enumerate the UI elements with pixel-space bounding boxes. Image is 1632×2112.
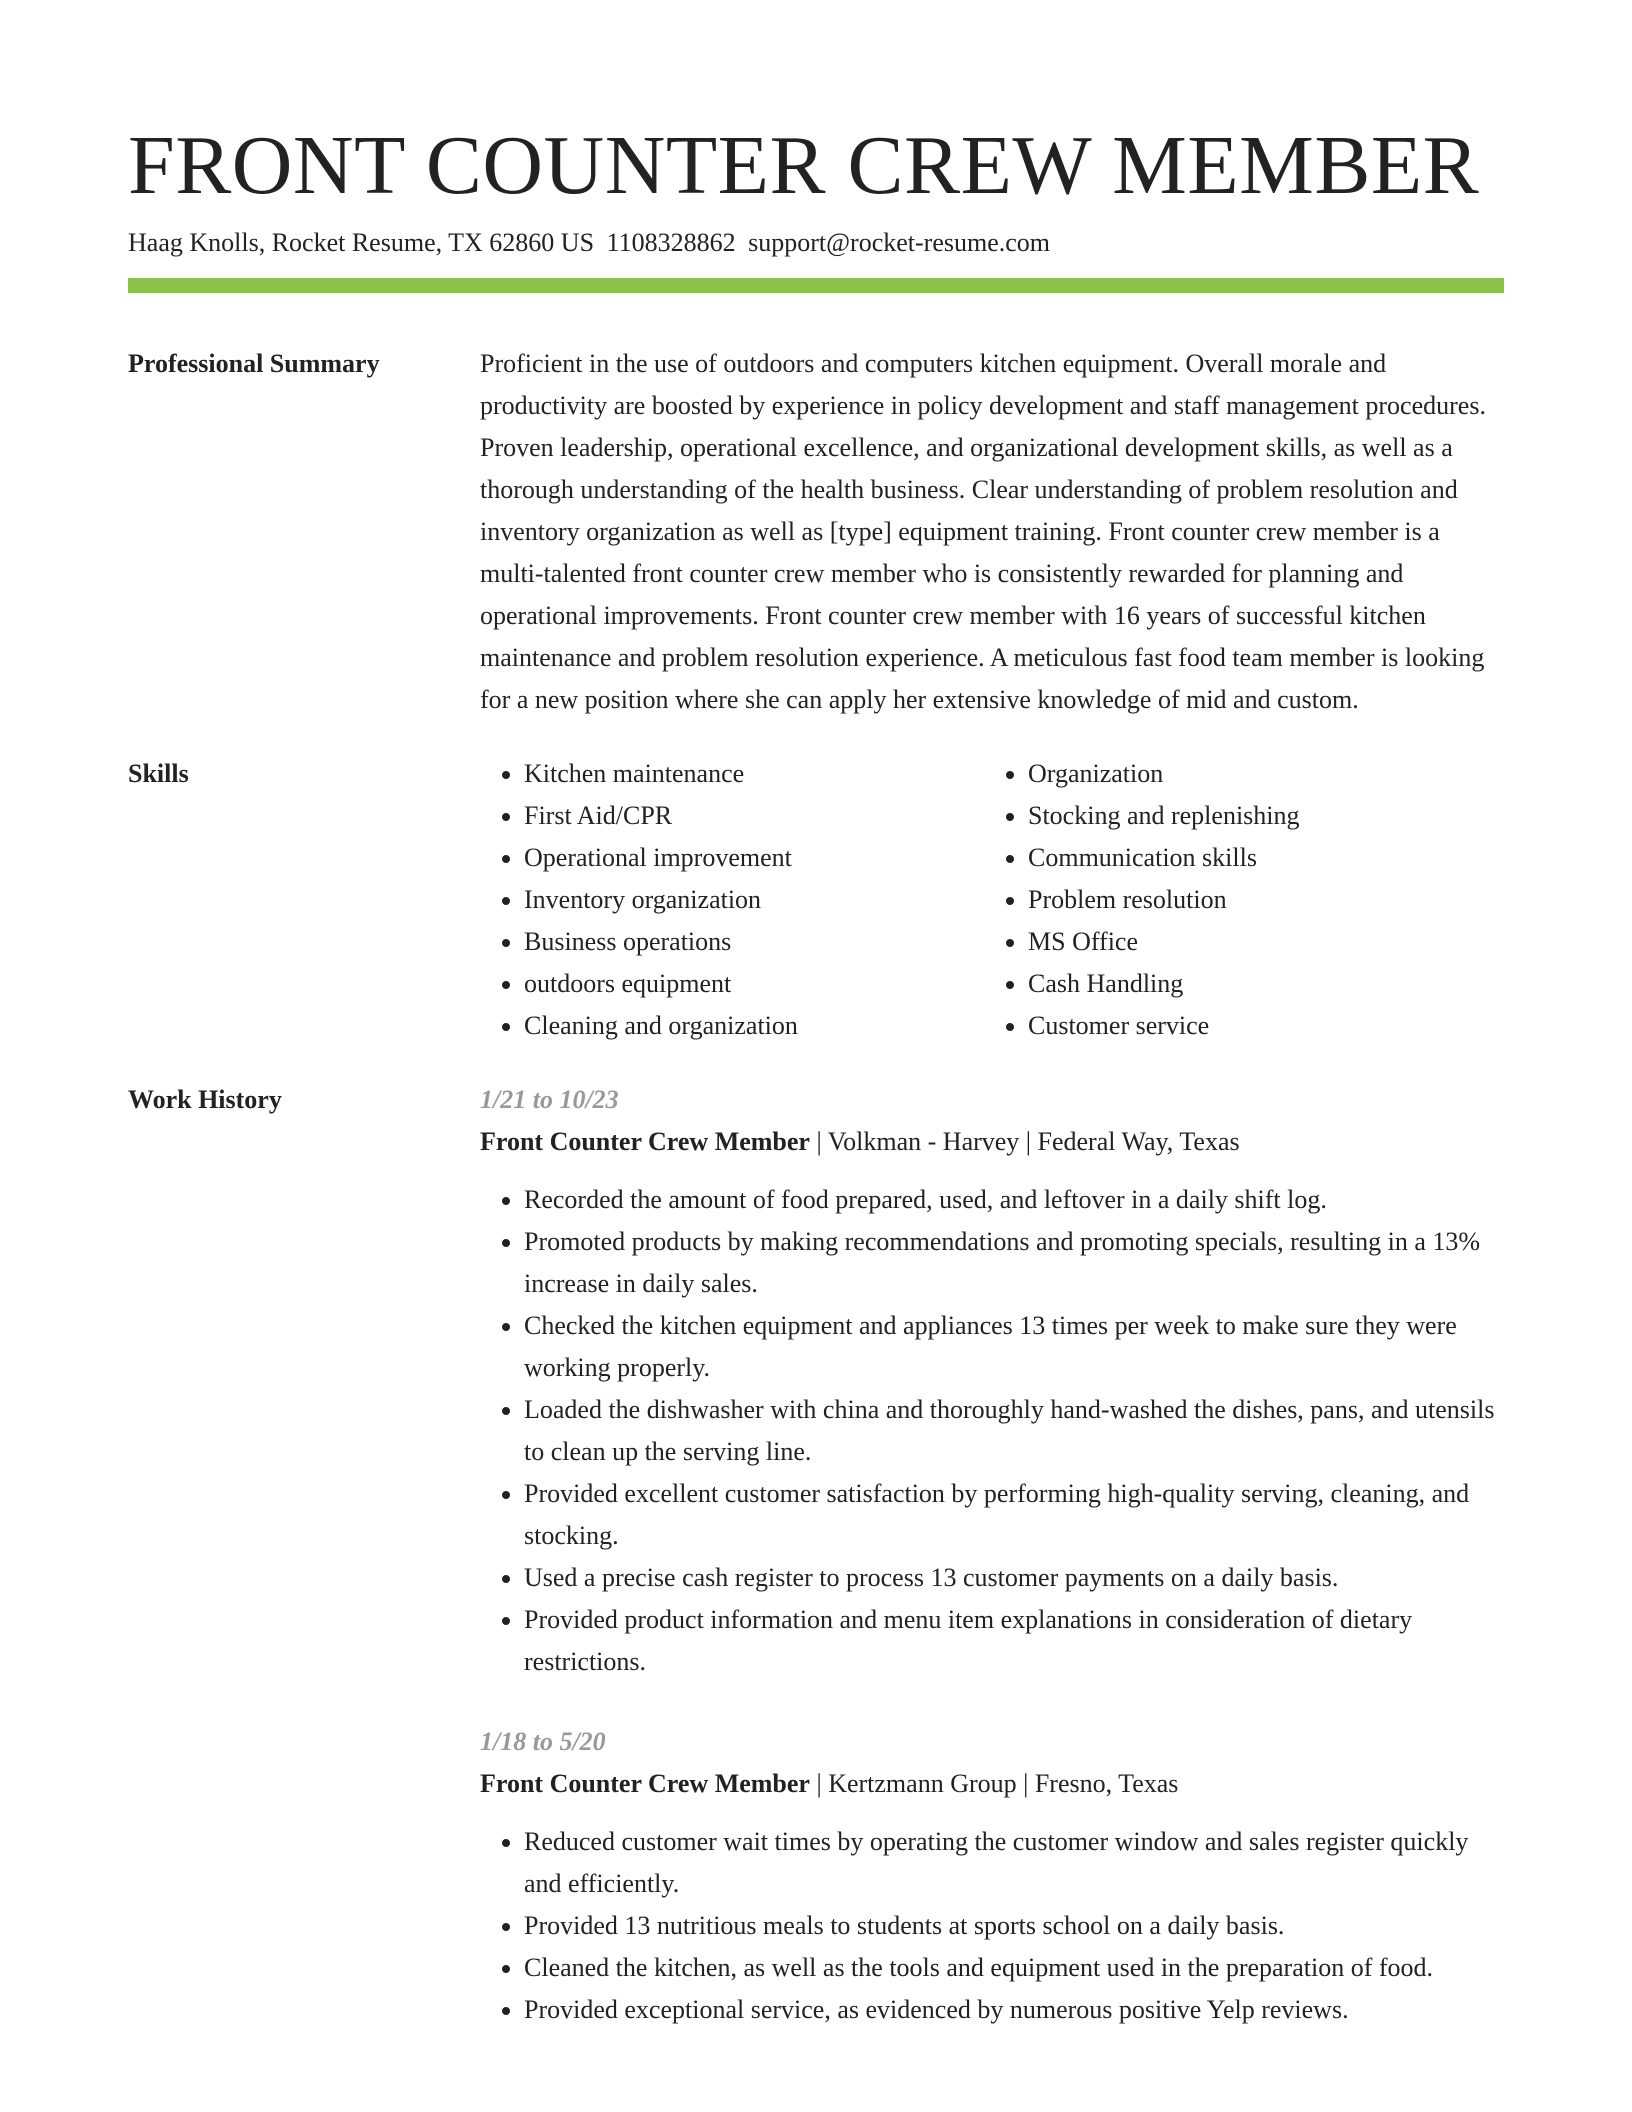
job-employer-location: | Volkman - Harvey | Federal Way, Texas (809, 1127, 1240, 1157)
job-entry (480, 1079, 1504, 1683)
job-bullet: • Recorded the amount of food prepared, used, and leftover in a daily shift log. (524, 1179, 1504, 1221)
skill-item: • Problem resolution (1028, 879, 1428, 921)
skill-item: • MS Office (1028, 921, 1428, 963)
summary-section (128, 343, 1504, 721)
job-dates: 1/21 to 10/23 (480, 1085, 619, 1115)
job-bullet: • Checked the kitchen equipment and appliances 13 times per week to make sure they were working properly. (524, 1305, 1504, 1389)
contact-email: support@rocket-resume.com (748, 228, 1051, 257)
skills-section (128, 753, 1504, 1047)
skill-item: • Inventory organization (524, 879, 984, 921)
work-history-section (128, 1079, 1504, 2069)
job-title: Front Counter Crew Member (480, 1769, 810, 1799)
work-history-heading: Work History (128, 1085, 282, 1115)
job-bullet-list (480, 1179, 1504, 1683)
skill-item: • Operational improvement (524, 837, 984, 879)
skill-item: • First Aid/CPR (524, 795, 984, 837)
contact-phone: 1108328862 (606, 228, 736, 257)
summary-text: Proficient in the use of outdoors and computers kitchen equipment. Overall morale and productivity are boosted by experience in policy development and staff management procedures. Proven leadership, operational excellence, and organizational development skills, as well as a thorough understanding of the health business. Clear understanding of problem resolution and inventory organization as well as [type] equipment training. Front counter crew member is a multi-talented front counter crew member who is consistently rewarded for planning and operational improvements. Front counter crew member with 16 years of successful kitchen maintenance and problem resolution experience. A meticulous fast food team member is looking for a new position where she can apply her extensive knowledge of mid and custom. (480, 349, 1486, 715)
job-title: Front Counter Crew Member (480, 1127, 810, 1157)
job-bullet: • Reduced customer wait times by operating the customer window and sales register quickly and efficiently. (524, 1821, 1504, 1905)
job-bullet: • Cleaned the kitchen, as well as the tools and equipment used in the preparation of food. (524, 1947, 1504, 1989)
job-bullet: • Promoted products by making recommendations and promoting specials, resulting in a 13% increase in daily sales. (524, 1221, 1504, 1305)
skill-item: • Organization (1028, 753, 1428, 795)
skill-item: • Cash Handling (1028, 963, 1428, 1005)
skill-item: • Stocking and replenishing (1028, 795, 1428, 837)
skill-item: • Business operations (524, 921, 984, 963)
skill-item: • outdoors equipment (524, 963, 984, 1005)
summary-heading: Professional Summary (128, 349, 380, 379)
skills-list-right (984, 753, 1428, 1047)
job-dates: 1/18 to 5/20 (480, 1727, 606, 1757)
resume-page (128, 0, 1504, 2069)
contact-address: Haag Knolls, Rocket Resume, TX 62860 US (128, 228, 595, 257)
job-bullet-list (480, 1821, 1504, 2031)
job-bullet: • Provided product information and menu item explanations in consideration of dietary restrictions. (524, 1599, 1504, 1683)
job-bullet: • Provided exceptional service, as evidenced by numerous positive Yelp reviews. (524, 1989, 1504, 2031)
job-bullet: • Provided excellent customer satisfaction by performing high-quality serving, cleaning, and stocking. (524, 1473, 1504, 1557)
job-title-line (480, 1121, 1504, 1163)
skills-list-left (480, 753, 984, 1047)
skills-heading: Skills (128, 759, 189, 789)
job-bullet: • Provided 13 nutritious meals to students at sports school on a daily basis. (524, 1905, 1504, 1947)
skills-body (480, 753, 1504, 1047)
skills-grid (480, 753, 1504, 1047)
job-bullet: • Loaded the dishwasher with china and thoroughly hand-washed the dishes, pans, and utensils to clean up the serving line. (524, 1389, 1504, 1473)
contact-line (128, 227, 1504, 258)
job-employer-location: | Kertzmann Group | Fresno, Texas (809, 1769, 1179, 1799)
skill-item: • Communication skills (1028, 837, 1428, 879)
job-title-line (480, 1763, 1504, 1805)
skill-item: • Kitchen maintenance (524, 753, 984, 795)
skill-item: • Cleaning and organization (524, 1005, 984, 1047)
header-divider (128, 278, 1504, 293)
job-entry (480, 1721, 1504, 2031)
candidate-name: FRONT COUNTER CREW MEMBER (128, 119, 1480, 212)
job-bullet: • Used a precise cash register to process 13 customer payments on a daily basis. (524, 1557, 1504, 1599)
skill-item: • Customer service (1028, 1005, 1428, 1047)
work-history-body (480, 1079, 1504, 2069)
summary-body (480, 343, 1504, 721)
